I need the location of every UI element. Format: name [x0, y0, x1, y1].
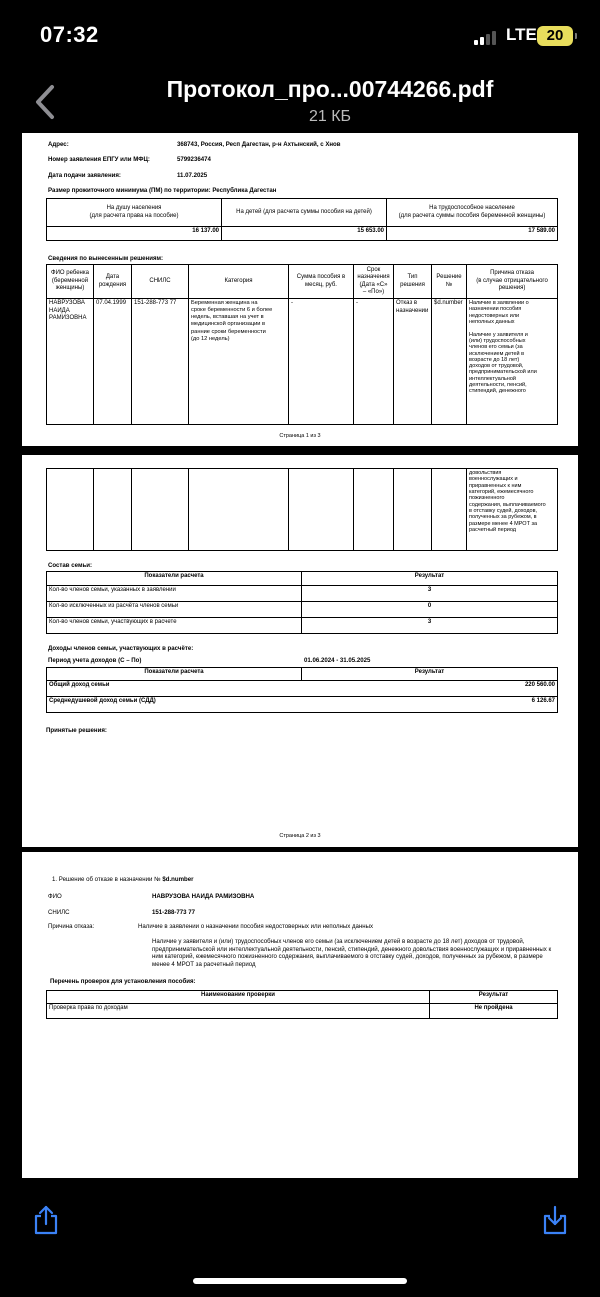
app-number-value: 5799236474 — [177, 156, 211, 163]
family-value: 0 — [302, 602, 558, 618]
family-label: Кол-во членов семьи, указанных в заявлении — [47, 586, 302, 602]
home-indicator[interactable] — [193, 1278, 407, 1284]
pm-table — [46, 198, 558, 241]
family-header: Показатели расчета — [47, 572, 302, 586]
page-number: Страница 1 из 3 — [279, 433, 321, 439]
dec-cell: 07.04.1999 — [94, 299, 132, 425]
share-button[interactable] — [32, 1205, 60, 1235]
dec-cell: Отказ в назначении — [394, 299, 432, 425]
clock: 07:32 — [40, 22, 99, 47]
income-table — [46, 667, 558, 713]
family-label: Кол-во членов семьи, участвующих в расчете — [47, 618, 302, 634]
fio-value: НАВРУЗОВА НАИДА РАМИЗОВНА — [152, 893, 255, 900]
dec-cell: - — [289, 299, 354, 425]
status-bar — [0, 0, 600, 70]
dec-header: Тип решения — [394, 265, 432, 299]
dec-header: Категория — [189, 265, 289, 299]
income-heading: Доходы членов семьи, участвующих в расчёте: — [48, 645, 194, 652]
income-label: Среднедушевой доход семьи (СДД) — [47, 697, 302, 713]
pm-header: На душу населения (для расчета права на пособие) — [47, 199, 222, 227]
family-value: 3 — [302, 586, 558, 602]
app-number-label: Номер заявления ЕПГУ или МФЦ: — [48, 156, 150, 163]
decision-title — [52, 876, 194, 884]
address-value: 368743, Россия, Респ Дагестан, р-н Ахтынский, с Хнов — [177, 141, 341, 148]
dec-cell: Наличие в заявлении о назначении пособия недостоверных или неполных данных Наличие у заявителя и (или) трудоспособных членов его семьи (за исключением детей в возрасте до 18 лет) доходов от трудовой, предпринимательской или интеллектуальной деятельности, пенсий, стипендий, денежного — [467, 299, 558, 425]
cellular-signal-icon — [474, 29, 502, 45]
pdf-page-1[interactable] — [22, 133, 578, 446]
dec-cell: НАВРУЗОВА НАИДА РАМИЗОВНА — [47, 299, 94, 425]
pm-value: 16 137.00 — [47, 227, 222, 241]
reason-1: Наличие в заявлении о назначении пособия недостоверных или неполных данных — [138, 923, 374, 930]
checks-header: Результат — [430, 991, 558, 1004]
pdf-page-2[interactable] — [22, 455, 578, 847]
checks-value: Не пройдена — [430, 1004, 558, 1019]
family-value: 3 — [302, 618, 558, 634]
network-type: LTE — [506, 25, 537, 44]
date-value: 11.07.2025 — [177, 172, 208, 179]
snils-value: 151-288-773 77 — [152, 909, 196, 916]
period-value: 01.06.2024 - 31.05.2025 — [304, 657, 371, 664]
dec-cell: $d.number — [432, 299, 467, 425]
family-heading: Состав семьи: — [48, 562, 92, 569]
download-icon — [541, 1205, 569, 1235]
pm-value: 17 589.00 — [387, 227, 558, 241]
pm-header: На трудоспособное население (для расчета суммы пособия беременной женщины) — [387, 199, 558, 227]
decision-number: $d.number — [162, 876, 194, 883]
dec-cell: 151-288-773 77 — [132, 299, 189, 425]
decision-title-text: 1. Решение об отказе в назначении № — [52, 876, 161, 883]
family-header: Результат — [302, 572, 558, 586]
income-header: Результат — [302, 668, 558, 681]
period-label: Период учета доходов (С – По) — [48, 657, 142, 664]
reason-label: Причина отказа: — [48, 923, 95, 930]
save-to-files-button[interactable] — [541, 1205, 569, 1235]
snils-label: СНИЛС — [48, 909, 70, 916]
pm-heading: Размер прожиточного минимума (ПМ) по территории: Республика Дагестан — [48, 187, 277, 194]
page-number: Страница 2 из 3 — [279, 833, 321, 839]
dec-header: СНИЛС — [132, 265, 189, 299]
dec-header: Причина отказа (в случае отрицательного решения) — [467, 265, 558, 299]
decisions-heading: Сведения по вынесенным решениям: — [48, 255, 164, 262]
dec-header: Дата рождения — [94, 265, 132, 299]
income-value: 6 126.67 — [302, 697, 558, 713]
dec-header: Сумма пособия в месяц, руб. — [289, 265, 354, 299]
dec-header: Срок назначения (Дата «С» – «По») — [354, 265, 394, 299]
date-label: Дата подачи заявления: — [48, 172, 121, 179]
pm-value: 15 653.00 — [222, 227, 387, 241]
fio-label: ФИО — [48, 893, 62, 900]
income-label: Общий доход семьи — [47, 681, 302, 697]
income-value: 220 560.00 — [302, 681, 558, 697]
decisions-table — [46, 264, 558, 425]
checks-table — [46, 990, 558, 1019]
battery-icon: 20 — [537, 26, 573, 46]
dec-header: ФИО ребенка (беременной женщины) — [47, 265, 94, 299]
accepted-decisions-heading: Принятые решения: — [46, 727, 107, 734]
reason-2: Наличие у заявителя и (или) трудоспособных членов его семьи (за исключением детей в возрасте до 18 лет) доходов от трудовой, предпринимательской или интеллектуальной деятельности, пенсий, стипендий, денежного довольствия военнослужащих и приравненных к ним категорий, ежемесячного пожизненного содержания, выплачиваемого в отставку судей, доходов, полученных за рубежом, в размере менее 4 МРОТ за расчетный период — [152, 938, 552, 968]
file-size: 21 КБ — [308, 108, 352, 125]
dec-header: Решение № — [432, 265, 467, 299]
family-label: Кол-во исключенных из расчёта членов семьи — [47, 602, 302, 618]
chevron-left-icon — [32, 84, 60, 120]
family-table — [46, 571, 558, 634]
checks-header: Наименование проверки — [47, 991, 430, 1004]
checks-heading: Перечень проверок для установления пособия: — [50, 978, 196, 985]
document-title: Протокол_про...00744266.pdf — [166, 76, 494, 102]
income-header: Показатели расчета — [47, 668, 302, 681]
share-icon — [32, 1205, 60, 1235]
pdf-page-3[interactable] — [22, 852, 578, 1178]
back-button[interactable] — [32, 84, 60, 120]
dec-cell: - — [354, 299, 394, 425]
decisions-table-continued — [46, 468, 558, 551]
dec-cell: Беременная женщина на сроке беременности 6 и более недель, вставшая на учет в медицинской организации в ранние сроки беременности (до 12 недель) — [189, 299, 289, 425]
dec-cell: довольствия военнослужащих и приравненных к ним категорий, ежемесячного пожизненного содержания, выплачиваемого в отставку судей, доходов, полученных за рубежом, в размере менее 4 МРОТ за расчетный период — [467, 469, 558, 551]
checks-label: Проверка права по доходам — [47, 1004, 430, 1019]
nav-bar — [0, 70, 600, 134]
pm-header: На детей (для расчета суммы пособия на детей) — [222, 199, 387, 227]
address-label: Адрес: — [48, 141, 69, 148]
